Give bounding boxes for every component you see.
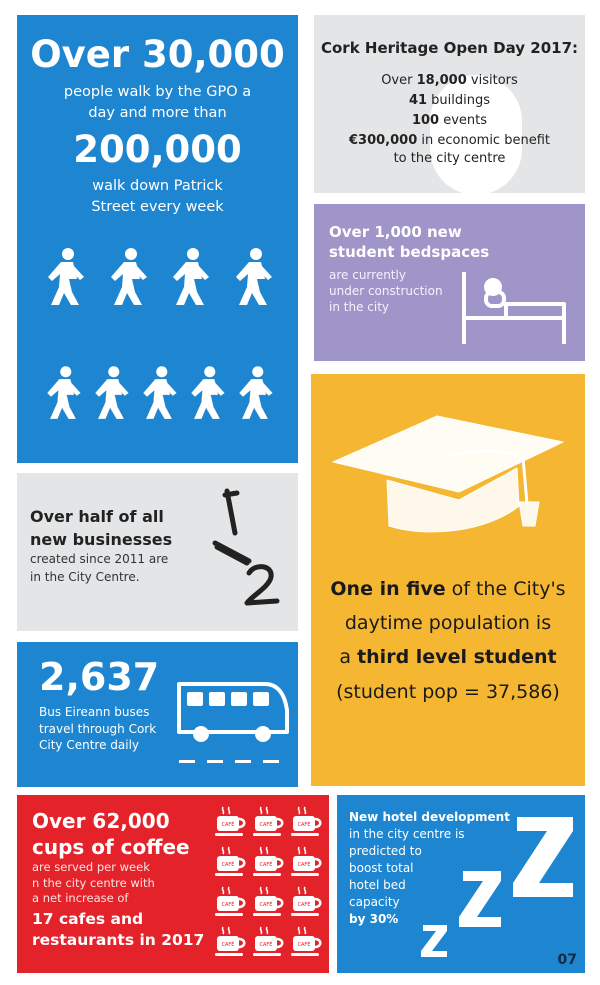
one-half-icon [207, 485, 287, 607]
bus-count: 2,637 [39, 655, 160, 699]
walker-row-1 [39, 247, 279, 307]
graduation-cap-icon [327, 408, 567, 538]
hotel-sub3: boost total [349, 861, 414, 876]
student-population: (student pop = 37,586) [336, 680, 560, 703]
benefit-line2: to the city centre [393, 150, 506, 166]
bus-sub2: travel through Cork [39, 721, 157, 736]
buildings-number: 41 [408, 93, 428, 109]
coffee-sub2: n the city centre with [32, 875, 155, 890]
coffee-cup-icon [289, 805, 323, 845]
cafes-line2: restaurants in 2017 [32, 930, 205, 949]
bedspaces-line1: Over 1,000 new [329, 223, 462, 241]
svg-text:CAFÉ: CAFÉ [221, 942, 235, 948]
walking-person-icon [231, 363, 279, 423]
events-number: 100 [411, 113, 440, 129]
buildings-post: buildings [427, 93, 491, 109]
gpo-text-line1: people walk by the GPO a [63, 83, 252, 100]
gpo-headline: Over 30,000 [30, 33, 285, 76]
coffee-cups-grid [213, 805, 325, 965]
coffee-cup-icon [251, 885, 285, 925]
walking-person-icon [183, 363, 231, 423]
bedspaces-sub2: under construction [329, 283, 443, 298]
bus-sub3: City Centre daily [39, 738, 140, 753]
businesses-line1: Over half of all [30, 507, 164, 526]
gpo-text-line2: day and more than [88, 104, 227, 121]
hotel-percentage: by 30% [349, 912, 399, 927]
patrick-street-text [17, 176, 298, 218]
walking-person-icon [39, 247, 91, 307]
new-businesses-tile [17, 473, 298, 631]
hotel-capacity-tile [337, 795, 585, 973]
heritage-open-day-tile [314, 15, 585, 193]
coffee-sub3: a net increase of [32, 891, 129, 906]
businesses-sub2: in the City Centre. [30, 569, 140, 584]
benefit-post: in economic benefit [417, 133, 550, 149]
bus-icon [173, 676, 293, 772]
hotel-sub2: predicted to [349, 844, 422, 859]
benefit-number: €300,000 [348, 133, 418, 149]
one-in-five: One in five [330, 578, 446, 600]
coffee-cup-icon [289, 845, 323, 885]
student-line1 [311, 572, 585, 606]
walking-person-icon [102, 247, 154, 307]
bedspaces-line2: student bedspaces [329, 243, 490, 262]
student-line3-text: a [339, 646, 358, 669]
page-number: 07 [557, 952, 577, 968]
bedspaces-sub3: in the city [329, 299, 389, 314]
coffee-cup-icon [213, 805, 247, 845]
visitors-post: visitors [466, 73, 518, 88]
benefit-stat [314, 131, 585, 151]
events-stat [314, 111, 585, 131]
coffee-line1: Over 62,000 [32, 809, 170, 833]
walking-person-icon [164, 247, 216, 307]
bus-sub1: Bus Eireann buses [39, 704, 150, 719]
hotel-sub1: in the city centre is [349, 827, 465, 842]
hotel-headline: New hotel development [349, 810, 510, 824]
bedspaces-sub1: are currently [329, 267, 406, 282]
gpo-text [17, 82, 298, 124]
sleep-z-icon [417, 813, 577, 963]
hotel-sub4: hotel bed [349, 878, 406, 893]
cafes-line1: 17 cafes and [32, 909, 144, 928]
walking-person-icon [87, 363, 135, 423]
svg-text:CAFÉ: CAFÉ [221, 902, 235, 908]
coffee-cup-icon [213, 925, 247, 965]
hotel-sub5: capacity [349, 895, 400, 910]
patrick-text-line1: walk down Patrick [92, 178, 223, 195]
coffee-line2: cups of coffee [32, 834, 190, 859]
svg-text:CAFÉ: CAFÉ [221, 822, 235, 828]
coffee-cup-icon [251, 805, 285, 845]
buildings-stat [314, 91, 585, 111]
businesses-line2: new businesses [30, 530, 173, 550]
walking-person-icon [135, 363, 183, 423]
svg-text:CAFÉ: CAFÉ [297, 902, 311, 908]
events-post: events [439, 113, 488, 129]
student-statement [311, 572, 585, 709]
svg-text:CAFÉ: CAFÉ [297, 822, 311, 828]
bus-eireann-tile [17, 642, 298, 787]
svg-text:CAFÉ: CAFÉ [259, 902, 273, 908]
visitors-pre: Over [381, 73, 417, 88]
coffee-cup-icon [289, 885, 323, 925]
svg-text:CAFÉ: CAFÉ [259, 822, 273, 828]
walker-row-2 [39, 363, 279, 423]
coffee-cup-icon [213, 885, 247, 925]
coffee-tile [17, 795, 329, 973]
coffee-cup-icon [251, 845, 285, 885]
walking-person-icon [39, 363, 87, 423]
heritage-title: Cork Heritage Open Day 2017: [320, 39, 579, 57]
patrick-street-headline: 200,000 [73, 127, 242, 171]
student-line1-text: of the City's [445, 578, 566, 600]
patrick-text-line2: Street every week [91, 199, 224, 216]
coffee-sub1: are served per week [32, 860, 150, 875]
visitors-stat [314, 71, 585, 91]
student-line3 [311, 640, 585, 674]
svg-text:CAFÉ: CAFÉ [297, 942, 311, 948]
visitors-number: 18,000 [416, 73, 467, 88]
coffee-cup-icon [251, 925, 285, 965]
coffee-cup-icon [289, 925, 323, 965]
coffee-cup-icon [213, 845, 247, 885]
gpo-footfall-tile [17, 15, 298, 463]
walking-person-icon [227, 247, 279, 307]
bedspaces-headline [329, 222, 585, 263]
third-level-student-tile [311, 374, 585, 786]
svg-text:CAFÉ: CAFÉ [297, 862, 311, 868]
student-line2: daytime population is [344, 612, 552, 635]
svg-text:CAFÉ: CAFÉ [221, 862, 235, 868]
third-level-student: third level student [357, 646, 557, 669]
svg-text:CAFÉ: CAFÉ [259, 942, 273, 948]
student-bedspaces-tile [314, 204, 585, 361]
bed-icon [460, 268, 568, 348]
svg-text:CAFÉ: CAFÉ [259, 862, 273, 868]
businesses-sub1: created since 2011 are [30, 552, 169, 567]
